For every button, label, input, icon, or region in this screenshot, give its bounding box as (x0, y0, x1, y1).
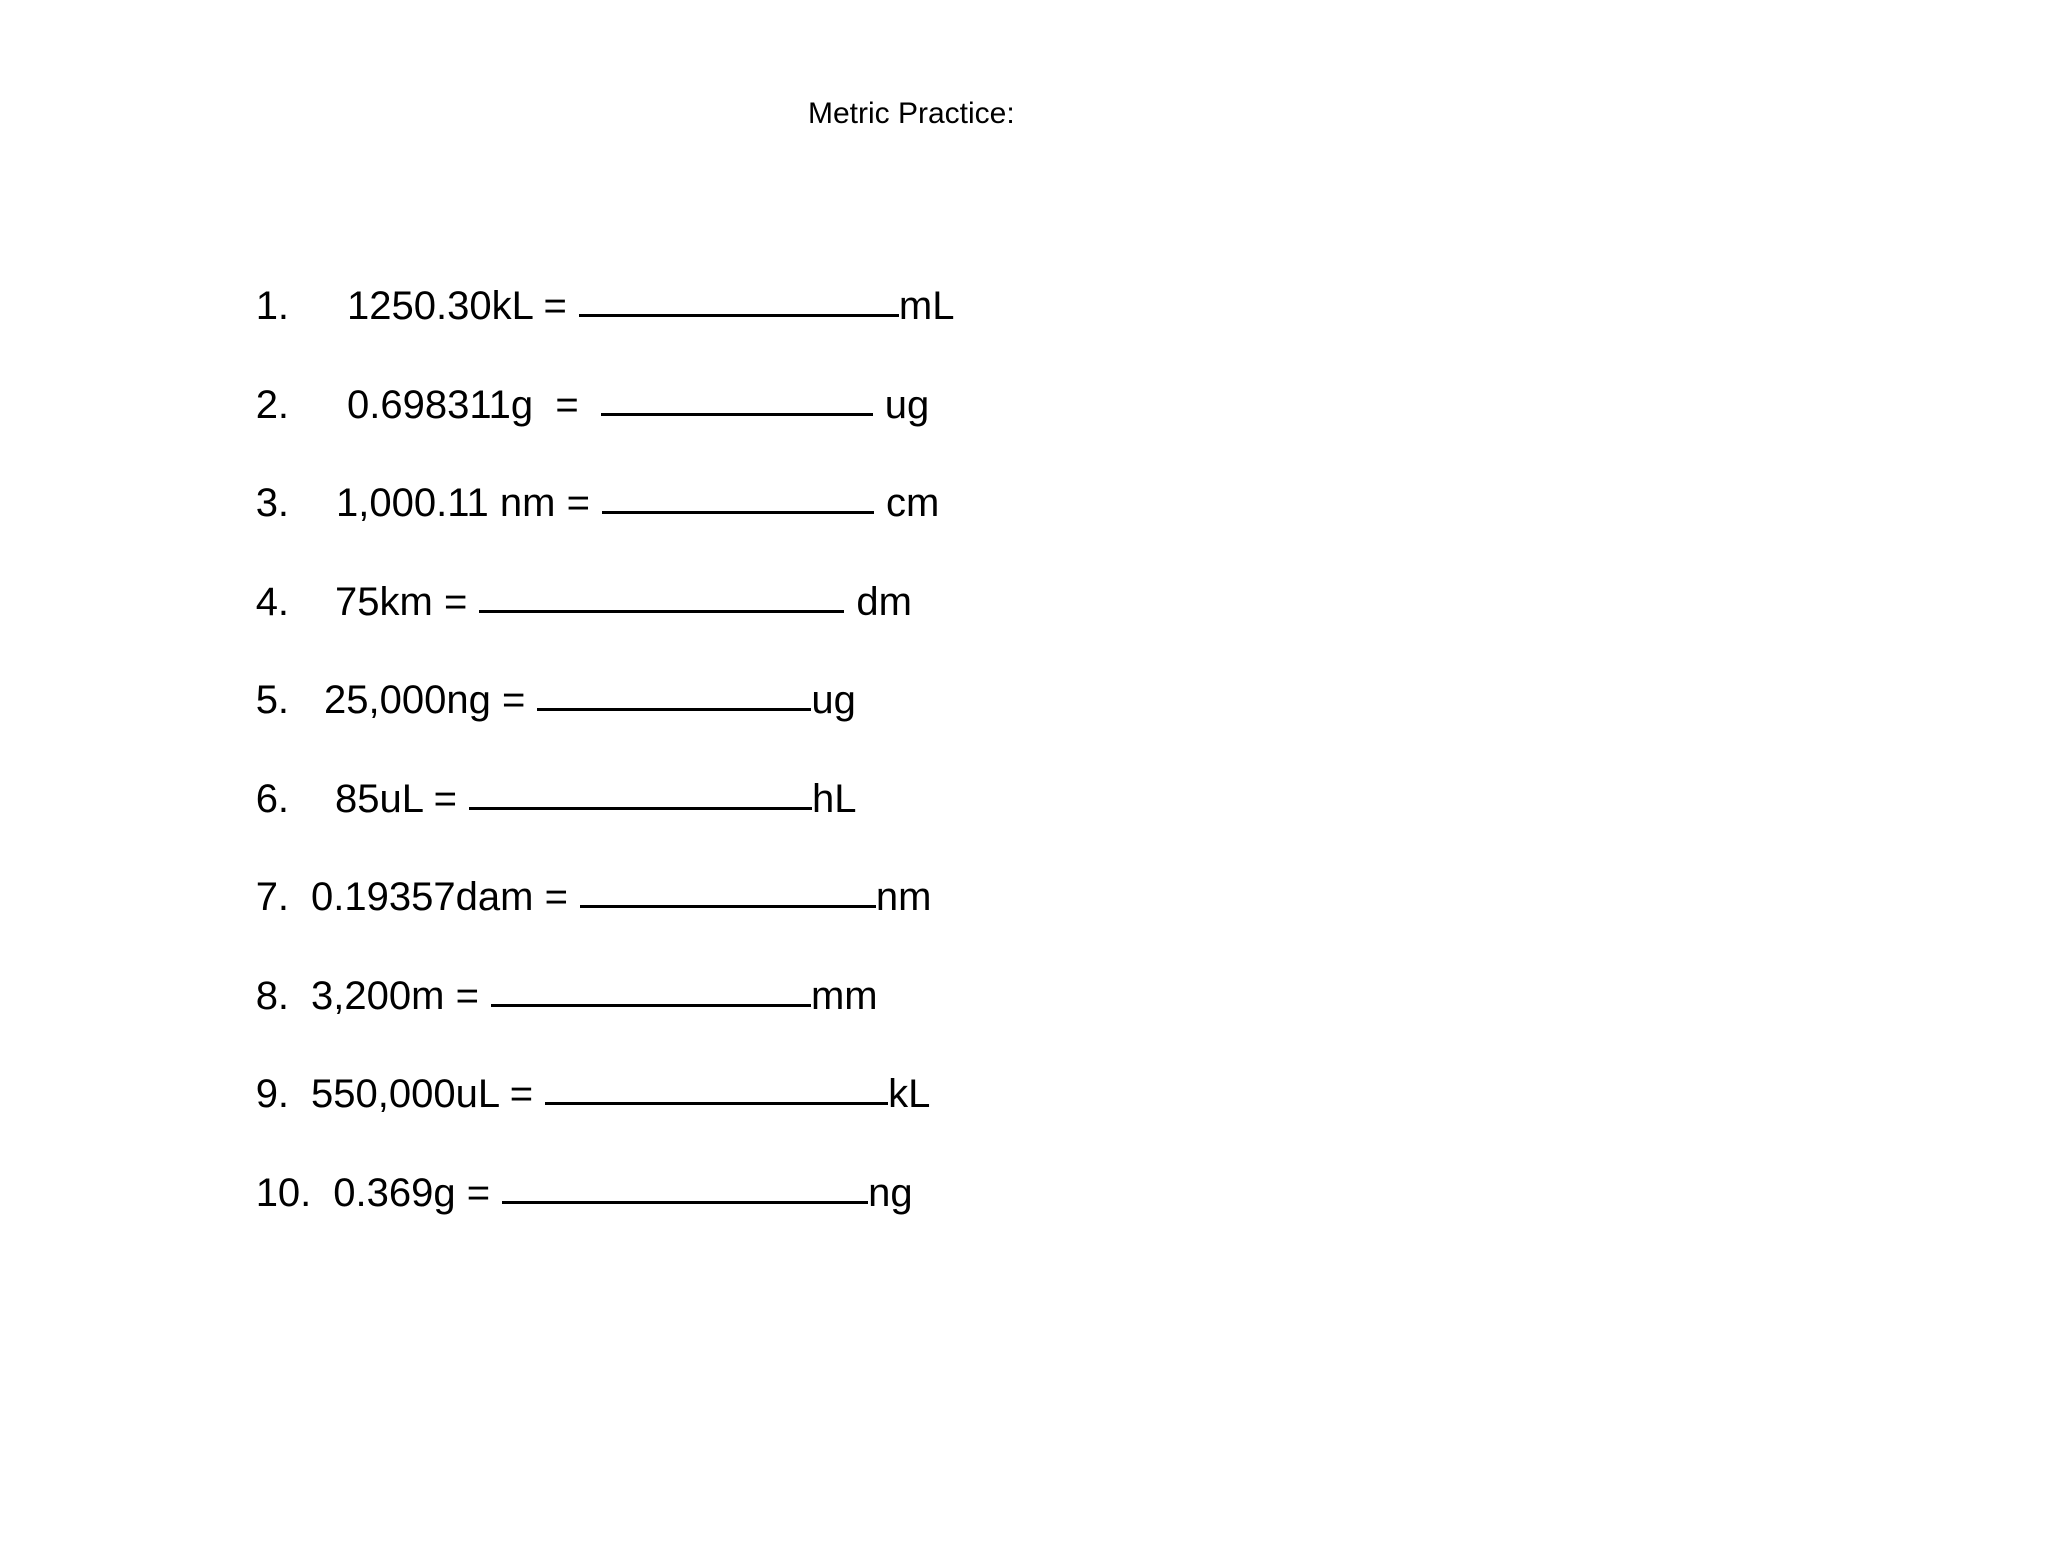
problem-expression: 0.698311g = (347, 382, 579, 427)
problem-number: 7. (255, 875, 290, 919)
answer-blank[interactable] (491, 964, 811, 1007)
problem-item (189, 323, 954, 427)
problem-unit: cm (885, 481, 940, 525)
problem-item (189, 520, 954, 624)
problem-unit: ug (884, 382, 930, 427)
problem-expression: 1,000.11 nm = (336, 481, 590, 525)
answer-blank[interactable] (502, 1161, 868, 1204)
problem-item (189, 1012, 954, 1116)
problem-number: 1. (255, 284, 290, 328)
problem-unit: ng (868, 1170, 913, 1215)
problem-expression: 25,000ng = (324, 678, 526, 722)
answer-blank[interactable] (479, 570, 844, 613)
problem-number: 9. (255, 1072, 290, 1116)
problem-unit: mL (898, 284, 955, 328)
problem-number: 8. (255, 973, 290, 1018)
problem-expression: 1250.30kL = (347, 284, 567, 328)
problem-expression: 75km = (335, 579, 468, 624)
problem-item (189, 1111, 954, 1215)
problem-unit: mm (810, 973, 878, 1018)
problem-item (189, 717, 954, 821)
problem-item (189, 421, 954, 525)
answer-blank[interactable] (545, 1062, 888, 1105)
problem-expression: 550,000uL = (311, 1072, 534, 1116)
problem-item (189, 224, 955, 328)
problem-unit: nm (875, 875, 932, 919)
problem-number: 5. (255, 678, 290, 722)
answer-blank[interactable] (602, 471, 874, 514)
problem-unit: dm (856, 579, 912, 624)
answer-blank[interactable] (601, 373, 873, 416)
problem-expression: 0.369g = (333, 1170, 491, 1215)
page-title: Metric Practice: (808, 97, 1015, 130)
answer-blank[interactable] (537, 668, 811, 711)
problem-expression: 85uL = (335, 776, 458, 821)
answer-blank[interactable] (579, 274, 899, 317)
problem-item (189, 618, 954, 722)
problem-expression: 3,200m = (311, 973, 479, 1018)
problem-list (189, 224, 955, 1215)
problem-item (189, 914, 954, 1018)
problem-number: 4. (255, 579, 290, 624)
problem-unit: hL (812, 776, 857, 821)
problem-number: 3. (255, 481, 290, 525)
problem-expression: 0.19357dam = (311, 875, 568, 919)
problem-number: 10. (255, 1170, 312, 1215)
problem-unit: kL (888, 1072, 931, 1116)
answer-blank[interactable] (580, 865, 876, 908)
problem-unit: ug (811, 678, 856, 722)
answer-blank[interactable] (469, 767, 812, 810)
problem-item (189, 815, 954, 919)
problem-number: 2. (255, 382, 290, 427)
problem-number: 6. (255, 776, 290, 821)
